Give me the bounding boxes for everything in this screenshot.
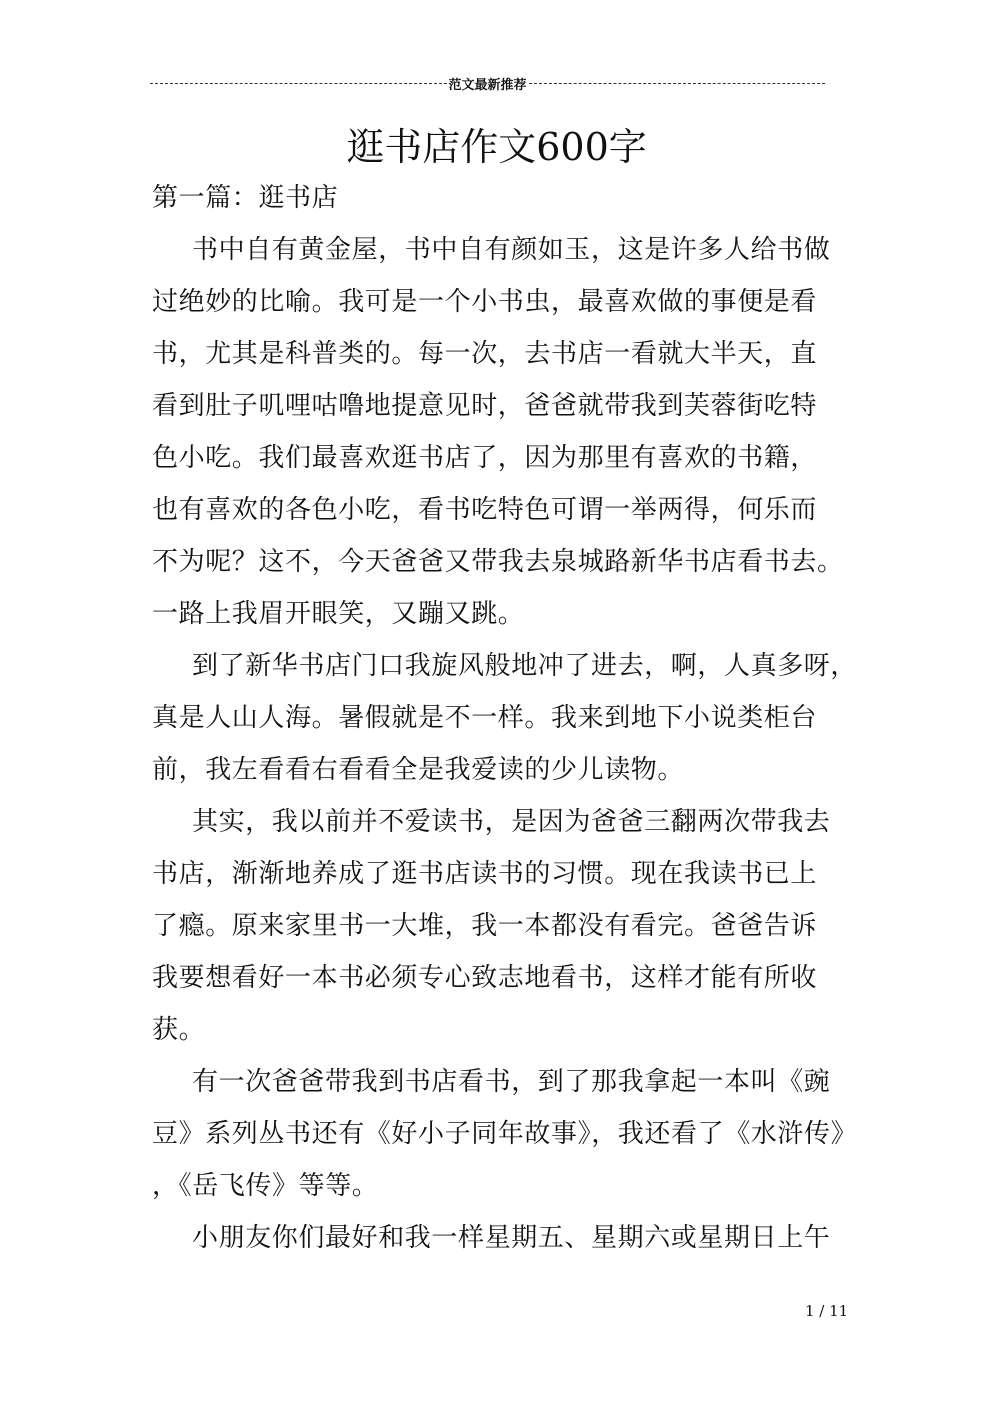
text-line: 到了新华书店门口我旋风般地冲了进去，啊，人真多呀，	[192, 651, 858, 681]
header-divider-right	[529, 83, 826, 84]
text-line: 书中自有黄金屋，书中自有颜如玉，这是许多人给书做	[192, 235, 831, 265]
text-line: 书店，渐渐地养成了逛书店读书的习惯。现在我读书已上	[152, 859, 818, 889]
text-line: 了瘾。原来家里书一大堆，我一本都没有看完。爸爸告诉	[152, 911, 818, 941]
document-title: 逛书店作文600字	[346, 125, 647, 169]
text-line: 看到肚子叽哩咕噜地提意见时，爸爸就带我到芙蓉街吃特	[152, 391, 818, 421]
header-divider-left	[150, 83, 447, 84]
text-line: 也有喜欢的各色小吃，看书吃特色可谓一举两得，何乐而	[152, 495, 818, 525]
text-line: 一路上我眉开眼笑，又蹦又跳。	[152, 599, 525, 629]
text-line: 有一次爸爸带我到书店看书，到了那我拿起一本叫《豌	[192, 1067, 831, 1097]
text-line: 我要想看好一本书必须专心致志地看书，这样才能有所收	[152, 963, 818, 993]
text-line: 真是人山人海。暑假就是不一样。我来到地下小说类柜台	[152, 703, 818, 733]
text-line: 不为呢？这不，今天爸爸又带我去泉城路新华书店看书去。	[152, 547, 844, 577]
text-line: 色小吃。我们最喜欢逛书店了，因为那里有喜欢的书籍，	[152, 443, 818, 473]
text-line: 其实，我以前并不爱读书，是因为爸爸三翻两次带我去	[192, 807, 831, 837]
text-line: 豆》系列丛书还有《好小子同年故事》，我还看了《水浒传》	[152, 1119, 858, 1149]
text-line: 获。	[152, 1015, 206, 1045]
text-line: 书，尤其是科普类的。每一次，去书店一看就大半天，直	[152, 339, 818, 369]
header-text: 范文最新推荐	[448, 77, 527, 93]
text-line: 前，我左看看右看看全是我爱读的少儿读物。	[152, 755, 685, 785]
text-line: 小朋友你们最好和我一样星期五、星期六或星期日上午	[192, 1223, 831, 1253]
text-line: ，《岳飞传》等等。	[152, 1171, 379, 1201]
section-heading: 第一篇：逛书店	[152, 183, 339, 213]
page-number: 1 / 11	[805, 1302, 849, 1320]
text-line: 过绝妙的比喻。我可是一个小书虫，最喜欢做的事便是看	[152, 287, 818, 317]
page-header	[150, 73, 825, 93]
